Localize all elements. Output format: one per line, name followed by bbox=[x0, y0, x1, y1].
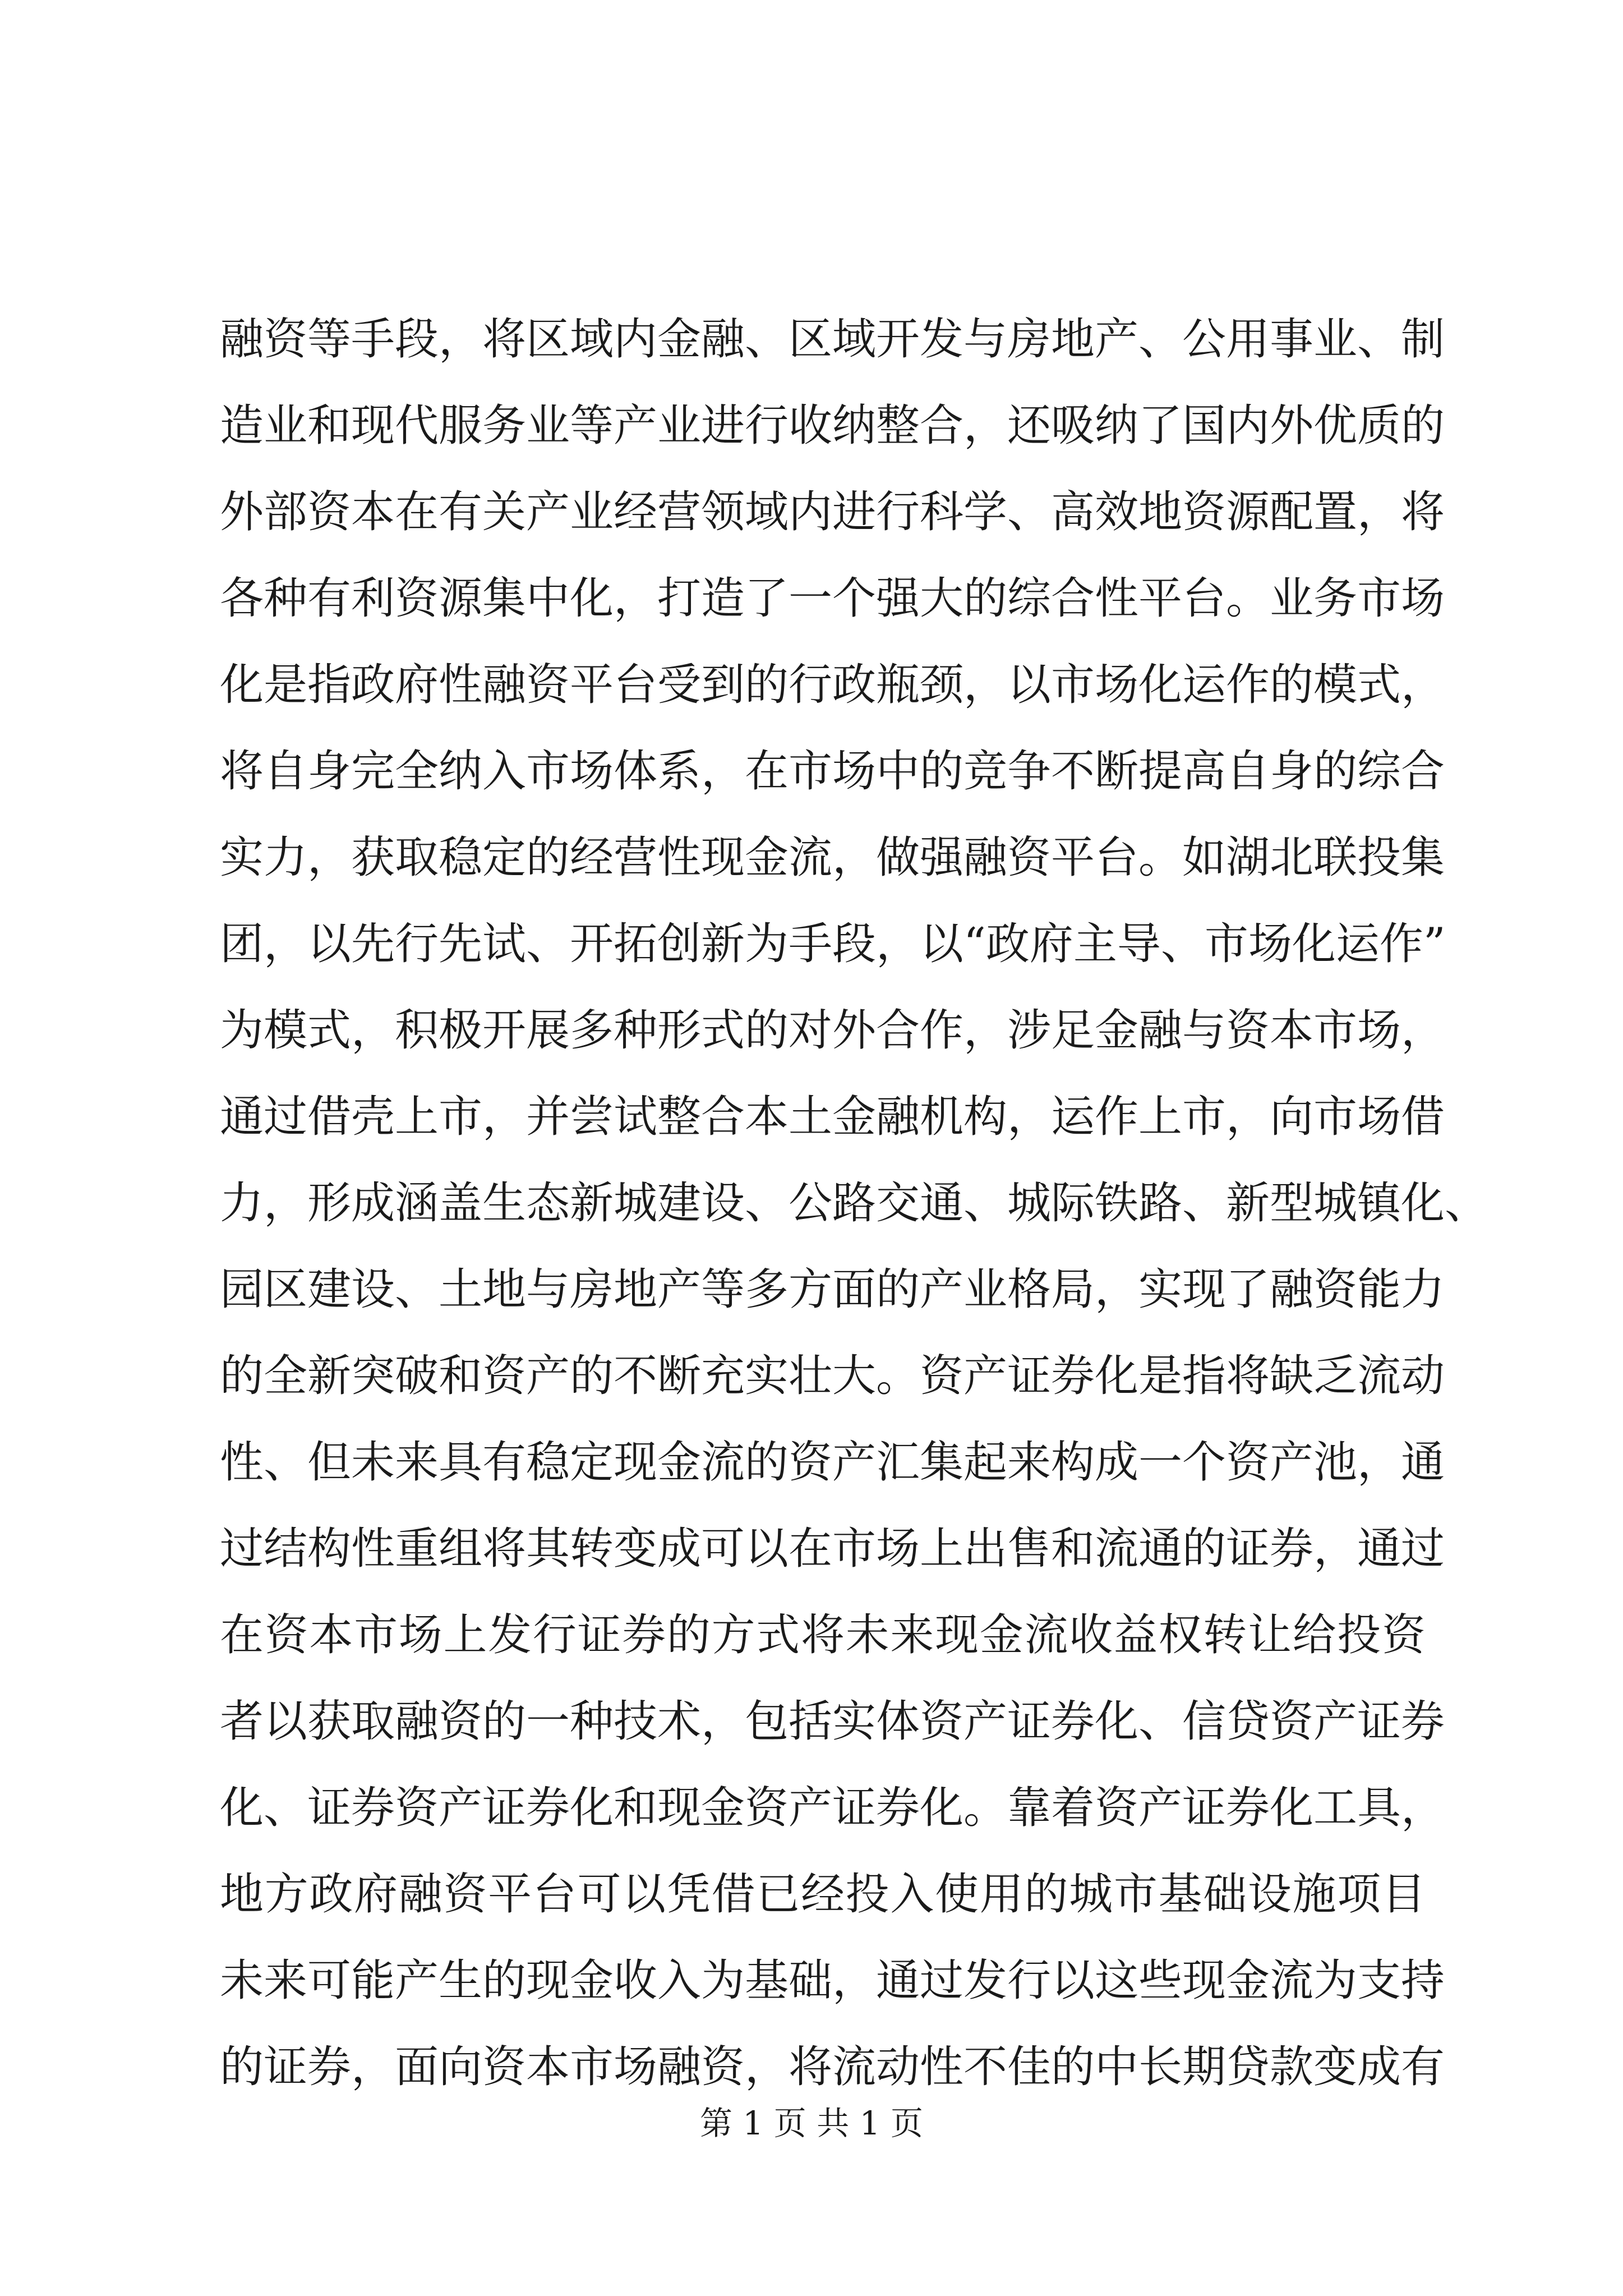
text-line: 未来可能产生的现金收入为基础，通过发行以这些现金流为支持 bbox=[220, 1955, 1445, 2006]
text-line: 地方政府融资平台可以凭借已经投入使用的城市基础设施项目 bbox=[220, 1869, 1426, 1920]
text-line: 的证券，面向资本市场融资，将流动性不佳的中长期贷款变成有 bbox=[220, 2042, 1445, 2092]
text-line: 在资本市场上发行证券的方式将未来现金流收益权转让给投资 bbox=[220, 1610, 1426, 1660]
text-line: 外部资本在有关产业经营领域内进行科学、高效地资源配置，将 bbox=[220, 487, 1445, 537]
text-line: 为模式，积极开展多种形式的对外合作，涉足金融与资本市场， bbox=[220, 1005, 1445, 1056]
text-line: 化是指政府性融资平台受到的行政瓶颈，以市场化运作的模式， bbox=[220, 660, 1445, 710]
text-line: 融资等手段，将区域内金融、区域开发与房地产、公用事业、制 bbox=[220, 314, 1445, 365]
text-line: 造业和现代服务业等产业进行收纳整合，还吸纳了国内外优质的 bbox=[220, 401, 1445, 451]
text-line: 力，形成涵盖生态新城建设、公路交通、城际铁路、新型城镇化、 bbox=[220, 1178, 1489, 1228]
text-line: 各种有利资源集中化，打造了一个强大的综合性平台。业务市场 bbox=[220, 573, 1445, 624]
page-number-footer: 第 1 页 共 1 页 bbox=[700, 2104, 923, 2142]
text-line: 团，以先行先试、开拓创新为手段，以“政府主导、市场化运作” bbox=[220, 919, 1446, 969]
text-line: 者以获取融资的一种技术，包括实体资产证券化、信贷资产证券 bbox=[220, 1696, 1445, 1747]
text-line: 的全新突破和资产的不断充实壮大。资产证券化是指将缺乏流动 bbox=[220, 1351, 1445, 1401]
text-line: 实力，获取稳定的经营性现金流，做强融资平台。如湖北联投集 bbox=[220, 832, 1445, 883]
text-line: 园区建设、土地与房地产等多方面的产业格局，实现了融资能力 bbox=[220, 1264, 1445, 1315]
text-line: 过结构性重组将其转变成可以在市场上出售和流通的证券，通过 bbox=[220, 1524, 1445, 1574]
body-paragraph bbox=[220, 296, 1489, 2110]
text-line: 将自身完全纳入市场体系，在市场中的竞争不断提高自身的综合 bbox=[220, 746, 1445, 797]
text-line: 化、证券资产证券化和现金资产证券化。靠着资产证券化工具， bbox=[220, 1783, 1445, 1833]
text-line: 性、但未来具有稳定现金流的资产汇集起来构成一个资产池，通 bbox=[220, 1437, 1445, 1488]
text-line: 通过借壳上市，并尝试整合本土金融机构，运作上市，向市场借 bbox=[220, 1092, 1445, 1142]
